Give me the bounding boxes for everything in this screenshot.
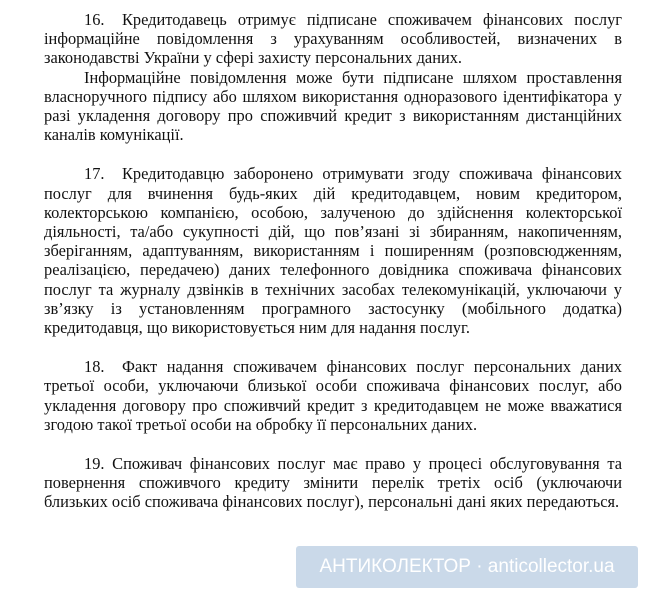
watermark-text: АНТИКОЛЕКТОР · anticollector.ua (319, 556, 615, 577)
paragraph-text: Кредитодавець отримує підписане споживачем фінансових послуг інформаційне повідомлення з урахуванням особливостей, визначених в законодавстві України у сфері захисту персональних даних. (44, 10, 622, 68)
paragraph-16-continuation (44, 68, 622, 145)
paragraph-16 (44, 10, 622, 68)
paragraph-text: Споживач фінансових послуг має право у процесі обслуговування та повернення споживчого кредиту змінити перелік третіх осіб (уключаючи близьких осіб споживача фінансових послуг), персональні дані яких передаються. (44, 454, 622, 512)
paragraph-18 (44, 357, 622, 434)
paragraph-text: Кредитодавцю заборонено отримувати згоду споживача фінансових послуг для вчинення будь-яких дій кредитодавцем, новим кредитором, колекторською компанією, особою, залученою до здійснення колекторської діяльності, та/або сукупності дій, що пов’язані зі збиранням, накопиченням, зберіганням, адаптуванням, використанням і поширенням (розповсюдженням, реалізацією, передачею) даних телефонного довідника споживача фінансових послуг та журналу дзвінків в технічних засобах телекомунікацій, уключаючи у зв’язку із установленням програмного застосунку (мобільного додатка) кредитодавця, що використовується ним для надання послуг. (44, 164, 622, 338)
paragraph-number: 19. (84, 454, 105, 474)
paragraph-number: 16. (84, 10, 105, 29)
document-body (44, 10, 622, 512)
paragraph-number: 17. (84, 164, 105, 184)
paragraph-number: 18. (84, 357, 105, 377)
paragraph-19 (44, 454, 622, 512)
paragraph-text: Факт надання споживачем фінансових послуг персональних даних третьої особи, уключаючи близької особи споживача фінансових послуг, або укладення договору про споживчий кредит з кредитодавцем не може вважатися згодою такої третьої особи на обробку її персональних даних. (44, 357, 622, 434)
paragraph-17 (44, 164, 622, 337)
paragraph-text: Інформаційне повідомлення може бути підписане шляхом проставлення власноручного підпису або шляхом використання одноразового ідентифікатора у разі укладення договору про споживчий кредит з використанням дистанційних каналів комунікації. (44, 67, 622, 145)
watermark-banner (296, 546, 638, 588)
